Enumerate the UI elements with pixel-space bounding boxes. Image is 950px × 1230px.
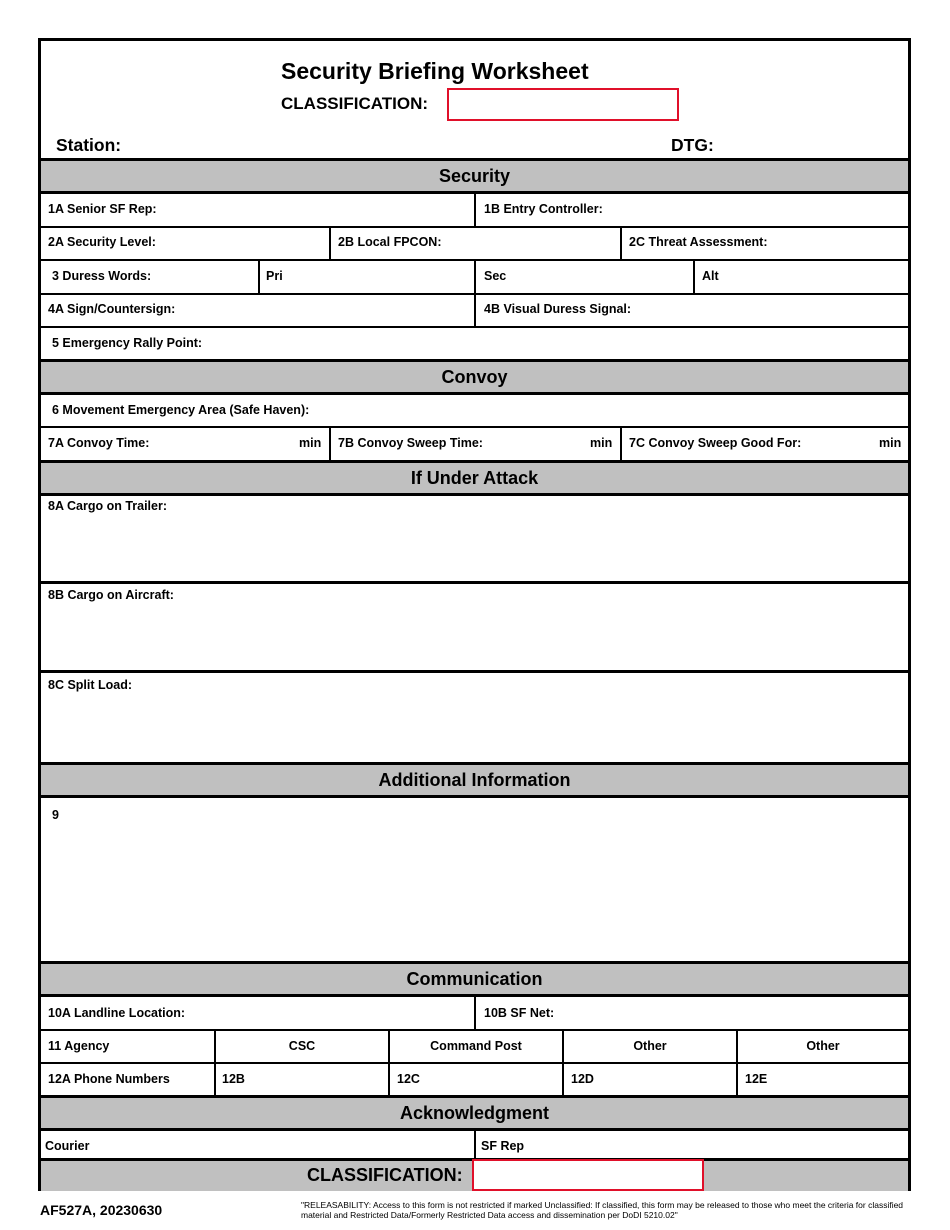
cargo-trailer-field[interactable] <box>41 496 908 581</box>
duress-pri-label: Pri <box>266 269 283 283</box>
security-briefing-form <box>38 38 911 1191</box>
cargo-trailer-label: 8A Cargo on Trailer: <box>48 499 168 513</box>
section-header-convoy: Convoy <box>41 359 908 395</box>
convoy-sweep-time-unit: min <box>590 436 613 450</box>
form-id: AF527A, 20230630 <box>40 1202 163 1218</box>
classification-field-bottom[interactable] <box>472 1159 704 1191</box>
duress-words-label: 3 Duress Words: <box>52 269 152 283</box>
emergency-rally-point-label: 5 Emergency Rally Point: <box>52 336 203 350</box>
phone-12e-label: 12E <box>745 1072 768 1086</box>
bottom-classification-label: CLASSIFICATION: <box>307 1165 463 1185</box>
classification-field-top[interactable] <box>447 88 679 121</box>
agency-command-post: Command Post <box>430 1039 522 1053</box>
section-header-attack: If Under Attack <box>41 460 908 496</box>
split-load-label: 8C Split Load: <box>48 678 133 692</box>
form-title: Security Briefing Worksheet <box>281 58 589 84</box>
agency-other-2: Other <box>806 1039 840 1053</box>
section-header-additional: Additional Information <box>41 762 908 798</box>
sign-countersign-label: 4A Sign/Countersign: <box>48 302 176 316</box>
phone-numbers-label: 12A Phone Numbers <box>48 1072 170 1086</box>
dtg-label: DTG: <box>671 135 714 155</box>
local-fpcon-label: 2B Local FPCON: <box>338 235 442 249</box>
additional-info-label: 9 <box>52 808 59 822</box>
convoy-time-label: 7A Convoy Time: <box>48 436 150 450</box>
releasability-note: "RELEASABILITY: Access to this form is not restricted if marked Unclassified: If classified, this form may be released to those who meet the criteria for classified material and Restricted Data/Formerly Restricted Data access and dissemination per DoDI 5210.02" <box>301 1200 904 1220</box>
security-level-label: 2A Security Level: <box>48 235 156 249</box>
convoy-time-unit: min <box>299 436 322 450</box>
cargo-aircraft-label: 8B Cargo on Aircraft: <box>48 588 174 602</box>
duress-alt-label: Alt <box>702 269 719 283</box>
threat-assessment-label: 2C Threat Assessment: <box>629 235 768 249</box>
phone-12d-label: 12D <box>571 1072 594 1086</box>
convoy-sweep-good-unit: min <box>879 436 902 450</box>
dtg-field[interactable] <box>723 133 903 157</box>
phone-12c-label: 12C <box>397 1072 420 1086</box>
convoy-sweep-time-label: 7B Convoy Sweep Time: <box>338 436 483 450</box>
classification-label: CLASSIFICATION: <box>281 94 429 113</box>
safe-haven-label: 6 Movement Emergency Area (Safe Haven): <box>52 403 310 417</box>
section-header-communication: Communication <box>41 961 908 997</box>
section-header-acknowledgment: Acknowledgment <box>41 1095 908 1131</box>
agency-label: 11 Agency <box>48 1039 110 1053</box>
visual-duress-signal-label: 4B Visual Duress Signal: <box>484 302 632 316</box>
station-field[interactable] <box>131 133 651 157</box>
entry-controller-label: 1B Entry Controller: <box>484 202 603 216</box>
landline-location-label: 10A Landline Location: <box>48 1006 186 1020</box>
sf-rep-label: SF Rep <box>481 1139 525 1153</box>
convoy-sweep-good-label: 7C Convoy Sweep Good For: <box>629 436 802 450</box>
split-load-field[interactable] <box>41 674 908 762</box>
courier-label: Courier <box>45 1139 90 1153</box>
duress-sec-label: Sec <box>484 269 507 283</box>
section-header-security: Security <box>41 158 908 194</box>
sf-net-label: 10B SF Net: <box>484 1006 555 1020</box>
senior-sf-rep-label: 1A Senior SF Rep: <box>48 202 157 216</box>
phone-12b-label: 12B <box>222 1072 245 1086</box>
agency-csc: CSC <box>288 1039 316 1053</box>
additional-info-field[interactable] <box>41 798 908 961</box>
station-label: Station: <box>56 135 122 155</box>
agency-other-1: Other <box>633 1039 667 1053</box>
cargo-aircraft-field[interactable] <box>41 585 908 670</box>
